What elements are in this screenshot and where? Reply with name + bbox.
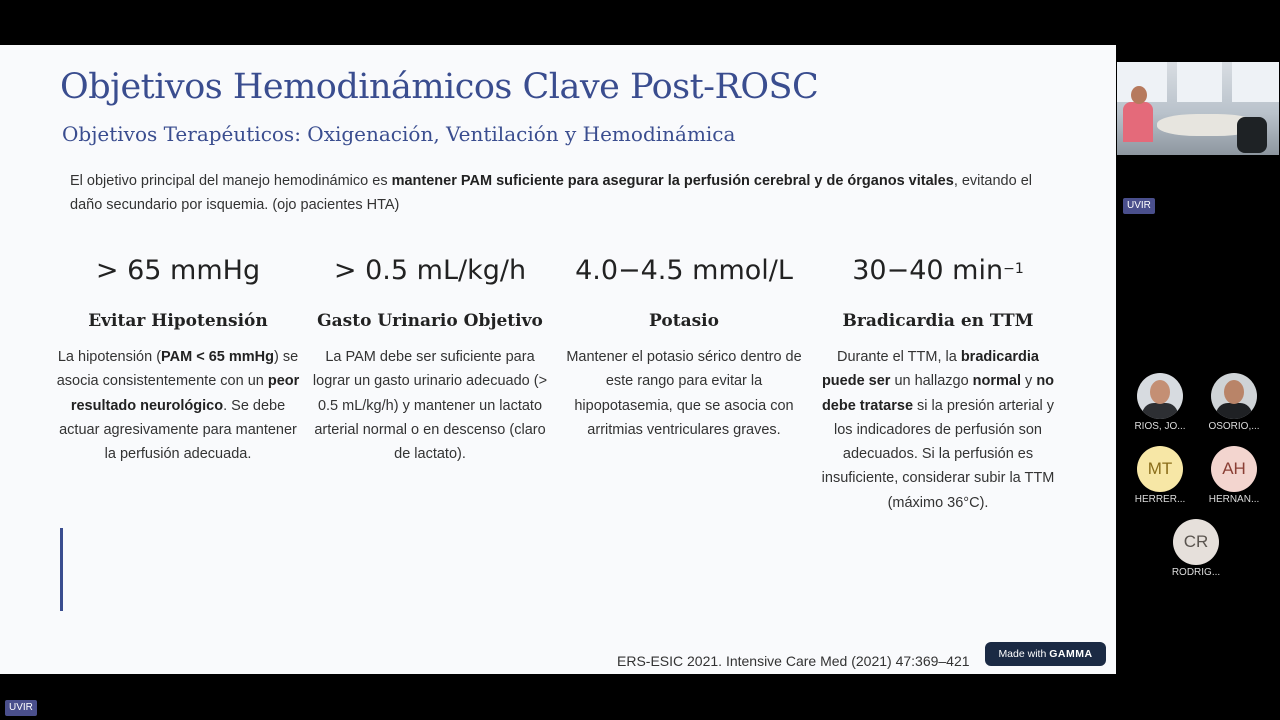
- target-heading: Evitar Hipotensión: [88, 311, 268, 331]
- avatar: [1137, 373, 1183, 419]
- self-video-feed[interactable]: [1117, 62, 1279, 155]
- participant-name: HERNAN...: [1208, 494, 1260, 505]
- target-value: 30−40 $\min^{-1}$: [852, 255, 1024, 286]
- target-card-bradycardia: [814, 251, 1062, 515]
- participant-tile[interactable]: [1204, 446, 1264, 505]
- participant-tile[interactable]: [1204, 373, 1264, 432]
- presenter-label: UVIR: [5, 700, 37, 716]
- target-description: Mantener el potasio sérico dentro de este rango para evitar la hipopotasemia, que se asocia con arritmias ventriculares graves.: [566, 349, 802, 438]
- participant-name: HERRER...: [1134, 494, 1186, 505]
- citation: ERS-ESIC 2021. Intensive Care Med (2021) 47:369–421: [617, 653, 970, 669]
- target-heading: Potasio: [649, 311, 719, 331]
- target-heading: Bradicardia en TTM: [842, 311, 1034, 331]
- self-video-label: UVIR: [1123, 198, 1155, 214]
- avatar: AH: [1211, 446, 1257, 492]
- target-description: La hipotensión (PAM < 65 mmHg) se asocia consistentemente con un peor resultado neurológico. Se debe actuar agresivamente para mantener la perfusión adecuada.: [56, 349, 300, 463]
- slide-title: Objetivos Hemodinámicos Clave Post-ROSC: [60, 67, 819, 107]
- target-heading: Gasto Urinario Objetivo: [317, 311, 543, 331]
- target-value: > 65 mmHg: [95, 255, 261, 286]
- participant-tile[interactable]: [1166, 519, 1226, 578]
- presentation-slide: [0, 45, 1116, 674]
- participant-tile[interactable]: [1130, 373, 1190, 432]
- made-with-gamma-badge[interactable]: [985, 642, 1106, 666]
- accent-bar: [60, 528, 63, 611]
- target-card-potassium: [560, 251, 808, 442]
- target-card-map: [54, 251, 302, 466]
- intro-paragraph: [70, 169, 1060, 217]
- target-value: 4.0−4.5 mmol/L: [575, 255, 793, 286]
- badge-brand: GAMMA: [1049, 648, 1093, 660]
- avatar: [1211, 373, 1257, 419]
- participant-name: RIOS, JO...: [1134, 421, 1186, 432]
- intro-text-2: , evitando el daño secundario por isquemia. (ojo pacientes HTA): [70, 173, 1033, 213]
- participant-name: OSORIO,...: [1208, 421, 1260, 432]
- participant-tile[interactable]: [1130, 446, 1190, 505]
- target-description: Durante el TTM, la bradicardia puede ser un hallazgo normal y no debe tratarse si la presión arterial y los indicadores de perfusión son adecuados. Si la perfusión es insuficiente, considerar subir la TTM (máximo 36°C).: [821, 349, 1055, 511]
- badge-prefix: Made with: [998, 648, 1050, 660]
- target-value: > 0.5 mL/kg/h: [333, 255, 527, 286]
- avatar: MT: [1137, 446, 1183, 492]
- avatar: CR: [1173, 519, 1219, 565]
- target-description: La PAM debe ser suficiente para lograr un gasto urinario adecuado (> 0.5 mL/kg/h) y mantener un lactato arterial normal o en descenso (claro de lactato).: [312, 349, 548, 463]
- target-card-urine-output: [306, 251, 554, 466]
- slide-subtitle: Objetivos Terapéuticos: Oxigenación, Ventilación y Hemodinámica: [62, 122, 736, 146]
- intro-bold: mantener PAM suficiente para asegurar la perfusión cerebral y de órganos vitales: [391, 173, 954, 189]
- participant-name: RODRIG...: [1171, 567, 1221, 578]
- intro-text-1: El objetivo principal del manejo hemodinámico es: [70, 173, 392, 189]
